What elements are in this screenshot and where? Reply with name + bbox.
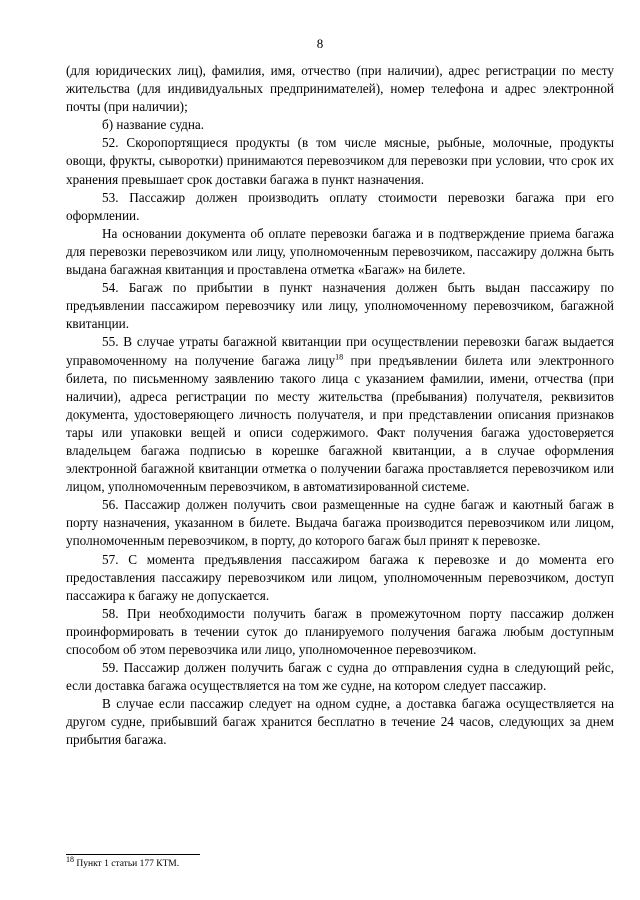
footnote-number: 18 (66, 854, 74, 864)
paragraph-59: 59. Пассажир должен получить багаж с судна до отправления судна в следующий рейс, если доставка багажа осуществляется на том же судне, на котором следует пассажир. (66, 660, 614, 694)
paragraph-51-continuation: (для юридических лиц), фамилия, имя, отчество (при наличии), адрес регистрации по месту жительства (для индивидуальных предпринимателей), номер телефона и адрес электронной почты (при наличии); (66, 63, 614, 115)
paragraph-57: 57. С момента предъявления пассажиром багажа к перевозке и до момента его предоставления пассажиру перевозчиком или лицом, уполномоченным перевозчиком, доступ пассажира к багажу не допускается. (66, 551, 614, 603)
page-number: 8 (316, 36, 324, 51)
paragraph-54: 54. Багаж по прибытии в пункт назначения должен быть выдан пассажиру по предъявлении пассажиром перевозчику или лицу, уполномоченному перевозчиком, багажной квитанции. (66, 280, 614, 332)
paragraph-53: 53. Пассажир должен производить оплату стоимости перевозки багажа при его оформлении. (66, 189, 614, 223)
footnote-separator (66, 854, 200, 855)
paragraph-53-continuation: На основании документа об оплате перевозки багажа и в подтверждение приема багажа для перевозки перевозчиком или лицу, уполномоченным перевозчиком, пассажиру должна быть выдана багажная квитанция и проставлена отметка «Багаж» на билете. (66, 225, 614, 278)
footnote-reference-18[interactable]: 18 (335, 352, 344, 362)
paragraph-58: 58. При необходимости получить багаж в промежуточном порту пассажир должен проинформировать в течении суток до планируемого получения багажа любым доступным способом об этом перевозчика или лицо, уполномоченное перевозчиком. (66, 605, 614, 657)
footnote-text: Пункт 1 статьи 177 КТМ. (74, 859, 180, 869)
paragraph-59-continuation: В случае если пассажир следует на одном судне, а доставка багажа осуществляется на другом судне, прибывший багаж хранится бесплатно в течение 24 часов, следующих за днем прибытия багажа. (66, 696, 614, 748)
footnote (66, 854, 614, 870)
paragraph-52: 52. Скоропортящиеся продукты (в том числе мясные, рыбные, молочные, продукты овощи, фрукты, сыворотки) принимаются перевозчиком для перевозки при условии, что срок их хранения превышает срок доставки багажа в пункт назначения. (66, 135, 614, 187)
paragraph-55-text-start: 55. В случае утраты багажной квитанции при осуществлении перевозки багаж выдается управомоченному на получение багажа лицу (66, 334, 614, 368)
document-body (66, 62, 614, 750)
paragraph-55-text-end: при предъявлении билета или электронного билета, по письменному заявлению такого лица с указанием фамилии, имени, отчества (при наличии), адреса регистрации по месту жительства (пребывания) получателя, реквизитов документа, удостоверяющего личность получателя, и при представлении описания признаков тары или упаковки вещей и описи содержимого. Факт получения багажа удостоверяется владельцем багажа подписью в корешке багажной квитанции, а в случае оформления электронной багажной квитанции отметка о получении багажа проставляется перевозчиком или лицом, уполномоченным перевозчиком, в автоматизированной системе. (66, 352, 614, 495)
paragraph-55 (66, 333, 614, 496)
paragraph-51-item-b: б) название судна. (102, 117, 205, 133)
paragraph-56: 56. Пассажир должен получить свои размещенные на судне багаж и каютный багаж в порту назначения, указанном в билете. Выдача багажа производится перевозчиком или лицом, уполномоченным перевозчиком, в порту, до которого багаж был принят к перевозке. (66, 497, 614, 549)
